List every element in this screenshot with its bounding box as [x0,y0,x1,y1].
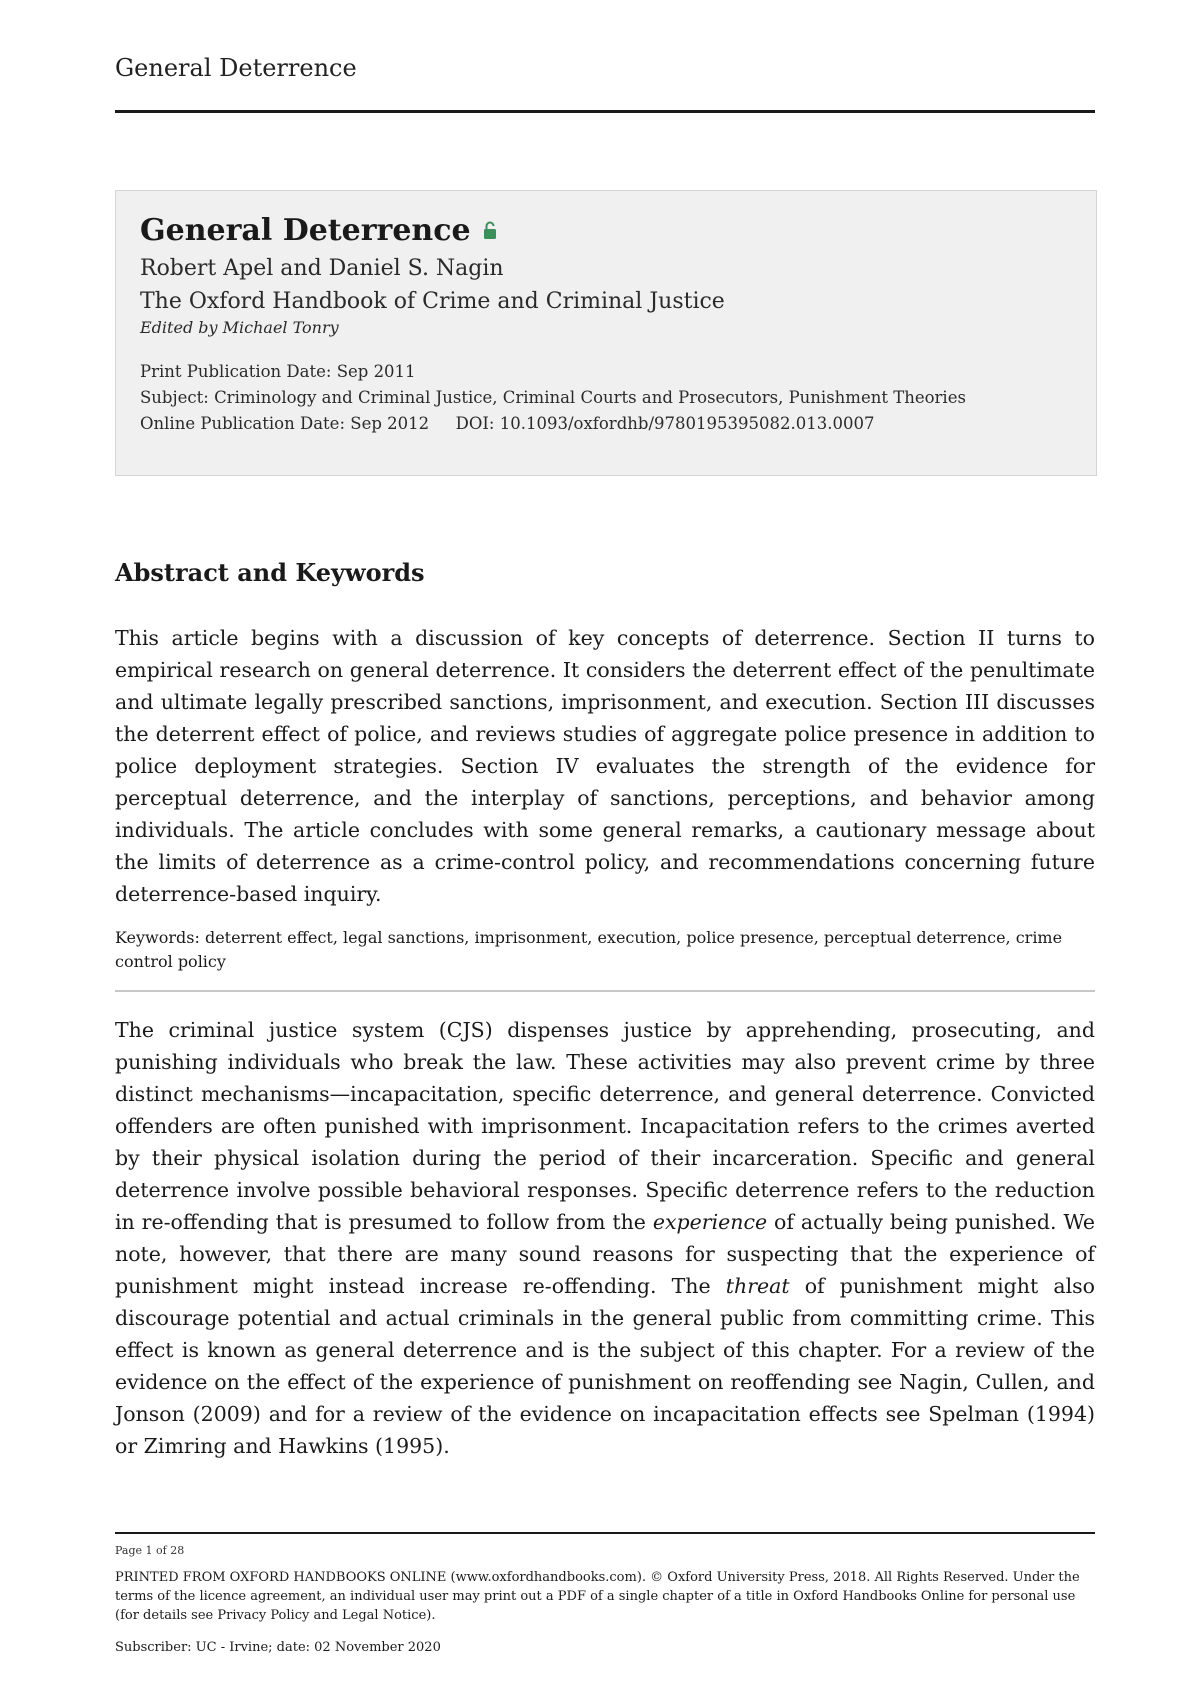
emphasis-threat: threat [725,1274,790,1298]
article-title-row [140,213,1072,248]
subject: Criminology and Criminal Justice, Criminal Courts and Prosecutors, Punishment Theories [214,388,966,407]
emphasis-experience: experience [652,1210,768,1234]
section-divider [115,990,1095,992]
print-date-line [140,359,1072,385]
open-access-lock-icon [483,213,497,248]
keywords-label: Keywords: [115,928,200,947]
copyright-notice: PRINTED FROM OXFORD HANDBOOKS ONLINE (www.oxfordhandbooks.com). © Oxford University Press, 2018. All Rights Reserved. Under the terms of the licence agreement, an individual user may print out a PDF of a single chapter of a title in Oxford Handbooks Online for personal use (for details see Privacy Policy and Legal Notice). [115,1570,1080,1623]
authors: Robert Apel and Daniel S. Nagin [140,256,504,281]
subscriber-line: Subscriber: UC - Irvine; date: 02 November 2020 [115,1640,441,1655]
doi[interactable]: 10.1093/oxfordhb/9780195395082.013.0007 [499,414,875,433]
keywords: deterrent effect, legal sanctions, imprisonment, execution, police presence, perceptual deterrence, crime control policy [115,928,1063,971]
body-paragraph [115,1014,1095,1462]
metadata-box [115,190,1097,476]
print-date-label: Print Publication Date: [140,362,332,381]
subject-label: Subject: [140,388,209,407]
abstract-text: This article begins with a discussion of key concepts of deterrence. Section II turns to empirical research on general deterrence. It considers the deterrent effect of the penultimate and ultimate legally prescribed sanctions, imprisonment, and execution. Section III discusses the deterrent effect of police, and reviews studies of aggregate police presence in addition to police deployment strategies. Section IV evaluates the strength of the evidence for perceptual deterrence, and the interplay of sanctions, perceptions, and behavior among individuals. The article concludes with some general remarks, a cautionary message about the limits of deterrence as a crime-control policy, and recommendations concerning future deterrence-based inquiry. [115,626,1095,906]
abstract-heading: Abstract and Keywords [115,558,425,587]
print-date: Sep 2011 [336,362,416,381]
document-page [115,0,1095,1696]
online-date: Sep 2012 [350,414,430,433]
article-title: General Deterrence [140,213,471,248]
page-number: Page 1 of 28 [115,1544,185,1557]
body-text-3: of punishment might also discourage potential and actual criminals in the general public from committing crime. This effect is known as general deterrence and is the subject of this chapter. For a review of the evidence on the effect of the experience of punishment on reoffending see Nagin, Cullen, and Jonson (2009) and for a review of the evidence on incapacitation effects see Spelman (1994) or Zimring and Hawkins (1995). [115,1274,1096,1458]
header-divider [115,110,1095,113]
online-date-label: Online Publication Date: [140,414,346,433]
publication-details [140,359,1072,437]
keywords-line [115,926,1095,974]
footer-divider [115,1532,1095,1534]
body-text-2: of actually being punished. We note, however, that there are many sound reasons for suspecting that the experience of punishment might instead increase re-offending. The [115,1210,1095,1298]
book-title: The Oxford Handbook of Crime and Criminal Justice [140,289,725,314]
body-text-1: The criminal justice system (CJS) dispenses justice by apprehending, prosecuting, and punishing individuals who break the law. These activities may also prevent crime by three distinct mechanisms—incapacitation, specific deterrence, and general deterrence. Convicted offenders are often punished with imprisonment. Incapacitation refers to the crimes averted by their physical isolation during the period of their incarceration. Specific and general deterrence involve possible behavioral responses. Specific deterrence refers to the reduction in re-offending that is presumed to follow from the [115,1018,1095,1234]
running-head: General Deterrence [115,54,357,82]
editor-line: Edited by Michael Tonry [140,318,339,337]
online-date-line [140,411,1072,437]
subject-line [140,385,1072,411]
doi-label: DOI: [455,414,495,433]
